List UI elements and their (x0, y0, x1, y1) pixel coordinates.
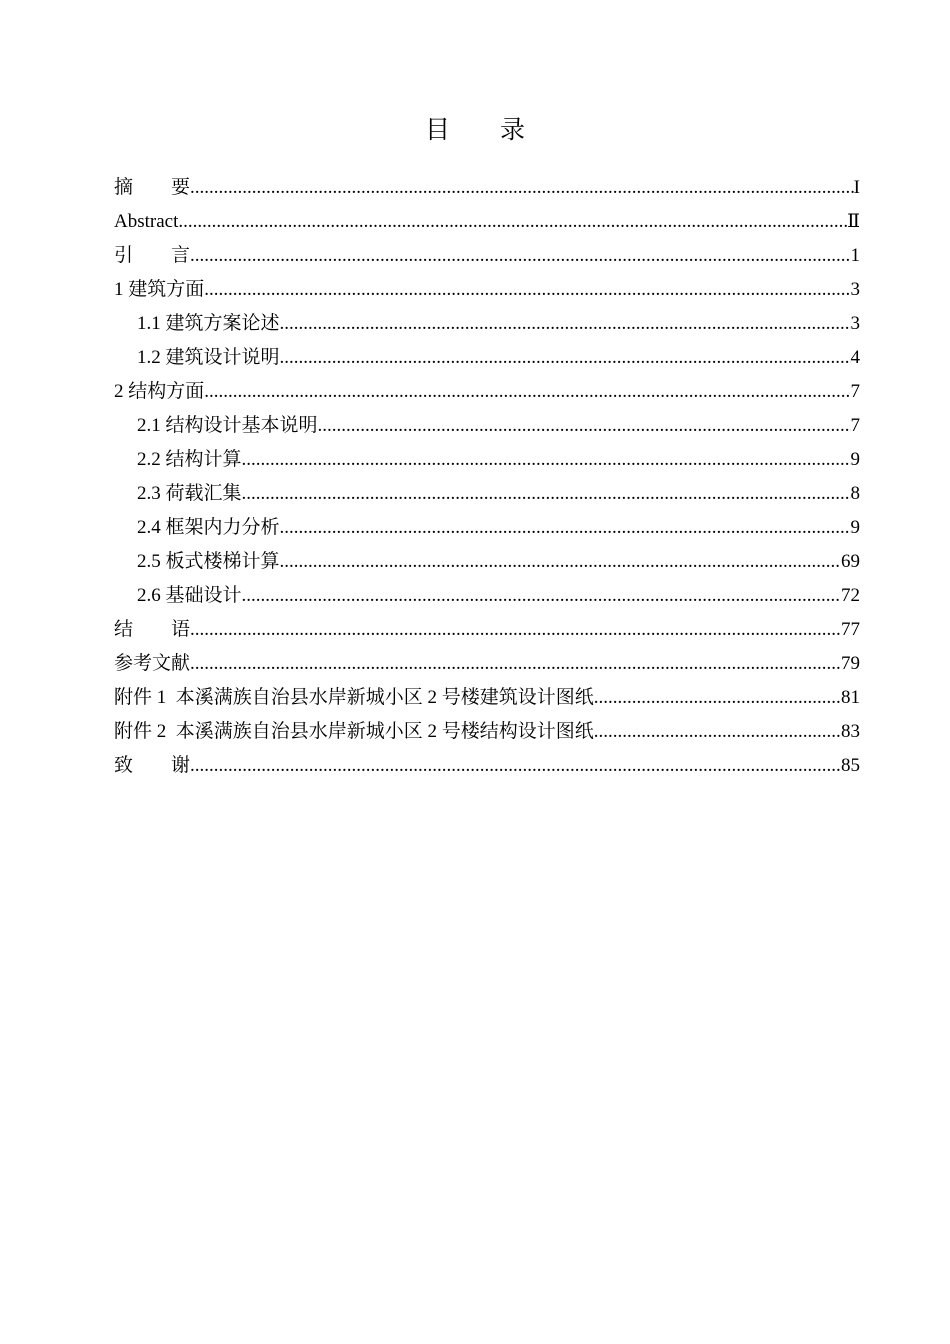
toc-entry-label: 1.1 建筑方案论述 (137, 313, 280, 334)
toc-entry-page: 3 (850, 279, 860, 300)
toc-leader-dots (280, 341, 851, 375)
toc-leader-dots (242, 579, 841, 613)
toc-entry-label: 1.2 建筑设计说明 (137, 347, 280, 368)
toc-entry-page: Ⅱ (847, 211, 860, 232)
toc-entry-architecture-design[interactable] (114, 341, 860, 375)
toc-entry-label: Abstract (114, 211, 179, 232)
toc-entry-conclusion[interactable] (114, 613, 860, 647)
toc-entry-architecture[interactable] (114, 273, 860, 307)
toc-entry-page: 1 (850, 245, 860, 266)
toc-leader-dots (204, 375, 850, 409)
toc-entry-page: 72 (841, 585, 860, 606)
toc-entry-page: 9 (850, 517, 860, 538)
toc-entry-structure-calculation[interactable] (114, 443, 860, 477)
toc-entry-page: 85 (841, 755, 860, 776)
toc-entry-abstract-cn[interactable] (114, 171, 860, 205)
toc-entry-label: 引 言 (114, 245, 191, 266)
toc-entry-page: I (853, 177, 860, 198)
toc-entry-architecture-scheme[interactable] (114, 307, 860, 341)
page-title: 目 录 (424, 115, 525, 144)
toc-leader-dots (190, 613, 841, 647)
toc-entry-stair-calculation[interactable] (114, 545, 860, 579)
toc-entry-label: 致 谢 (114, 755, 191, 776)
toc-entry-page: 79 (841, 653, 860, 674)
toc-leader-dots (594, 681, 841, 715)
toc-leader-dots (190, 749, 841, 783)
toc-leader-dots (190, 171, 854, 205)
toc-entry-load-collection[interactable] (114, 477, 860, 511)
toc-leader-dots (242, 443, 851, 477)
toc-leader-dots (594, 715, 841, 749)
toc-entry-page: 7 (850, 415, 860, 436)
toc-leader-dots (280, 511, 851, 545)
toc-entry-page: 7 (850, 381, 860, 402)
toc-leader-dots (280, 307, 851, 341)
toc-entry-page: 8 (850, 483, 860, 504)
toc-entry-label: 2.6 基础设计 (137, 585, 242, 606)
toc-leader-dots (190, 647, 841, 681)
table-of-contents (114, 171, 860, 783)
toc-entry-abstract-en[interactable] (114, 205, 860, 239)
toc-entry-page: 69 (841, 551, 860, 572)
toc-entry-appendix-2[interactable] (114, 715, 860, 749)
toc-leader-dots (280, 545, 841, 579)
toc-entry-introduction[interactable] (114, 239, 860, 273)
toc-entry-page: 77 (841, 619, 860, 640)
toc-entry-structure[interactable] (114, 375, 860, 409)
toc-entry-label: 2 结构方面 (114, 381, 205, 402)
toc-entry-label: 2.1 结构设计基本说明 (137, 415, 318, 436)
toc-entry-label: 1 建筑方面 (114, 279, 205, 300)
toc-entry-label: 2.5 板式楼梯计算 (137, 551, 280, 572)
toc-entry-foundation-design[interactable] (114, 579, 860, 613)
toc-leader-dots (204, 273, 850, 307)
toc-entry-label: 2.3 荷载汇集 (137, 483, 242, 504)
toc-entry-label: 2.4 框架内力分析 (137, 517, 280, 538)
toc-entry-appendix-1[interactable] (114, 681, 860, 715)
toc-entry-label: 摘 要 (114, 177, 191, 198)
toc-entry-references[interactable] (114, 647, 860, 681)
toc-entry-page: 81 (841, 687, 860, 708)
toc-entry-page: 83 (841, 721, 860, 742)
toc-entry-label: 附件 2 本溪满族自治县水岸新城小区 2 号楼结构设计图纸 (114, 721, 594, 742)
toc-entry-label: 2.2 结构计算 (137, 449, 242, 470)
toc-entry-label: 附件 1 本溪满族自治县水岸新城小区 2 号楼建筑设计图纸 (114, 687, 594, 708)
toc-entry-label: 参考文献 (114, 653, 191, 674)
toc-leader-dots (318, 409, 851, 443)
toc-entry-structure-basics[interactable] (114, 409, 860, 443)
toc-leader-dots (190, 239, 850, 273)
toc-entry-page: 3 (850, 313, 860, 334)
toc-entry-page: 4 (850, 347, 860, 368)
toc-leader-dots (178, 205, 847, 239)
toc-entry-acknowledgements[interactable] (114, 749, 860, 783)
toc-leader-dots (242, 477, 851, 511)
toc-entry-frame-analysis[interactable] (114, 511, 860, 545)
toc-entry-page: 9 (850, 449, 860, 470)
toc-entry-label: 结 语 (114, 619, 191, 640)
